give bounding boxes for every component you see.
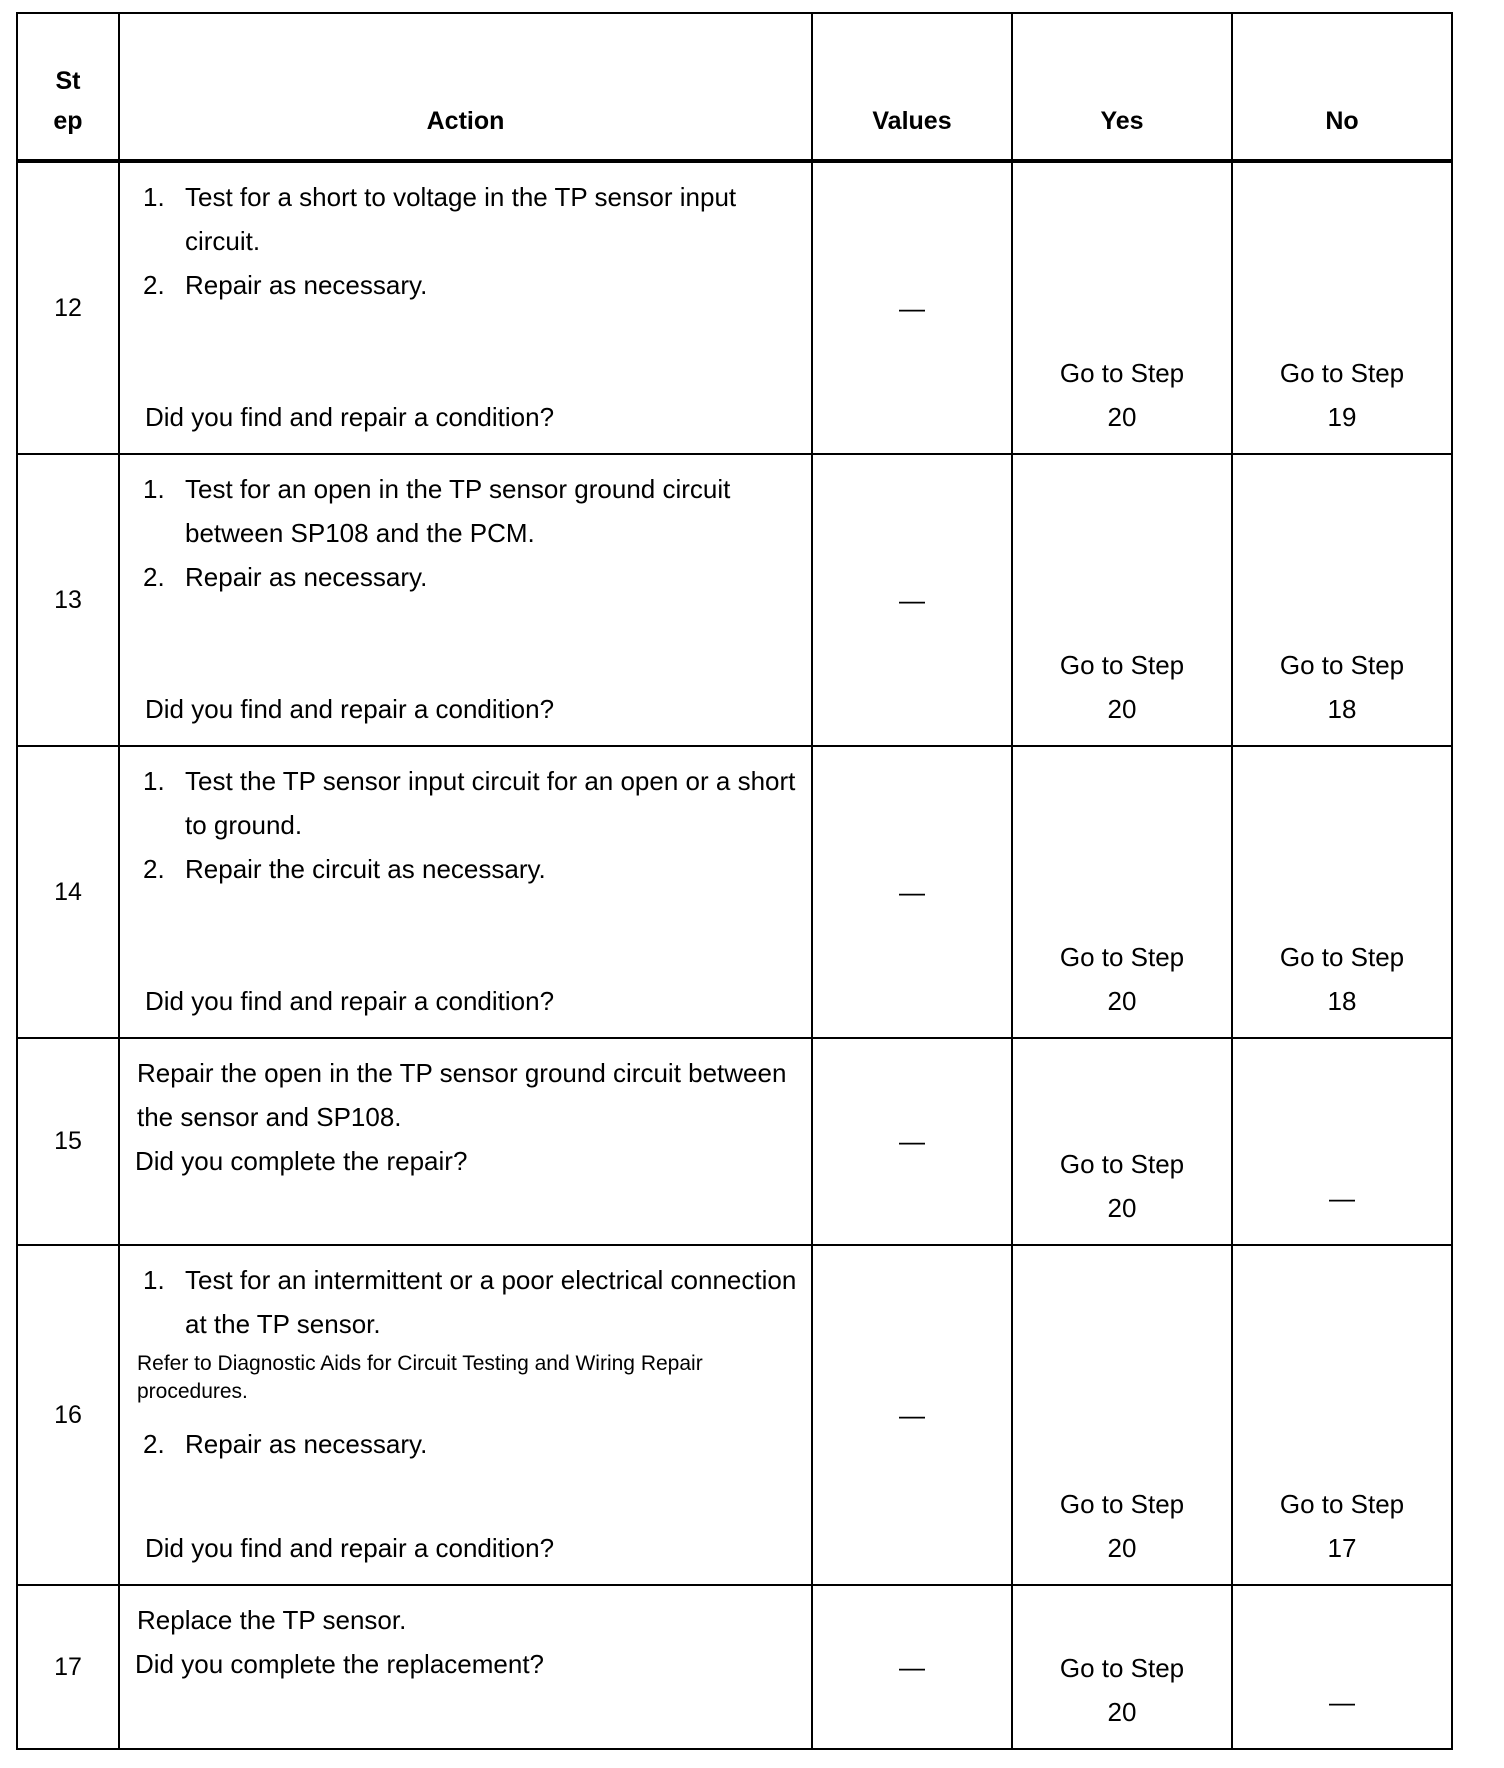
action-cell xyxy=(119,161,812,454)
yes-cell xyxy=(1012,746,1232,1038)
action-text: Repair the open in the TP sensor ground circuit between the sensor and SP108. xyxy=(137,1058,787,1132)
table-row xyxy=(17,746,1452,1038)
action-question: Did you complete the repair? xyxy=(135,1146,468,1176)
header-action-label: Action xyxy=(426,107,505,135)
header-action xyxy=(119,13,812,161)
step-number: 12 xyxy=(17,161,119,454)
table-row xyxy=(17,1245,1452,1585)
action-question: Did you find and repair a condition? xyxy=(145,694,555,724)
action-cell xyxy=(119,1585,812,1749)
header-step-label: St ep xyxy=(53,67,83,135)
diagnostic-table xyxy=(16,12,1453,1750)
action-note: Refer to Diagnostic Aids for Circuit Testing and Wiring Repair procedures. xyxy=(137,1352,703,1403)
header-no xyxy=(1232,13,1452,161)
header-yes-label: Yes xyxy=(1100,107,1144,135)
header-row xyxy=(17,13,1452,161)
values-cell: — xyxy=(812,454,1012,746)
no-cell xyxy=(1232,1245,1452,1585)
table-row xyxy=(17,1038,1452,1245)
yes-cell xyxy=(1012,1585,1232,1749)
values-cell: — xyxy=(812,1038,1012,1245)
yes-cell xyxy=(1012,454,1232,746)
action-cell xyxy=(119,1245,812,1585)
action-question: Did you complete the replacement? xyxy=(135,1649,545,1679)
no-goto: Go to Step 18 xyxy=(1279,650,1405,724)
yes-goto: Go to Step 20 xyxy=(1059,1489,1185,1563)
no-cell xyxy=(1232,161,1452,454)
action-item: 2. Repair the circuit as necessary. xyxy=(143,854,546,884)
values-cell: — xyxy=(812,746,1012,1038)
no-cell xyxy=(1232,1038,1452,1245)
action-item: 2. Repair as necessary. xyxy=(143,270,428,300)
yes-goto: Go to Step 20 xyxy=(1059,650,1185,724)
yes-cell xyxy=(1012,161,1232,454)
no-goto: — xyxy=(1329,1687,1355,1717)
action-question: Did you find and repair a condition? xyxy=(145,1533,555,1563)
action-question: Did you find and repair a condition? xyxy=(145,986,555,1016)
step-number: 14 xyxy=(17,746,119,1038)
no-goto: — xyxy=(1329,1183,1355,1213)
yes-cell xyxy=(1012,1038,1232,1245)
no-cell xyxy=(1232,454,1452,746)
no-goto: Go to Step 18 xyxy=(1279,942,1405,1016)
action-item: 2. Repair as necessary. xyxy=(143,562,428,592)
table-row xyxy=(17,161,1452,454)
action-text: Replace the TP sensor. xyxy=(137,1605,407,1635)
yes-goto: Go to Step 20 xyxy=(1059,358,1185,432)
no-goto: Go to Step 19 xyxy=(1279,358,1405,432)
yes-goto: Go to Step 20 xyxy=(1059,1653,1185,1727)
action-question: Did you find and repair a condition? xyxy=(145,402,555,432)
step-number: 15 xyxy=(17,1038,119,1245)
yes-goto: Go to Step 20 xyxy=(1059,1149,1185,1223)
values-cell: — xyxy=(812,1245,1012,1585)
header-values-label: Values xyxy=(872,107,952,135)
action-cell xyxy=(119,1038,812,1245)
table-row xyxy=(17,454,1452,746)
header-yes xyxy=(1012,13,1232,161)
step-number: 13 xyxy=(17,454,119,746)
no-goto: Go to Step 17 xyxy=(1279,1489,1405,1563)
no-cell xyxy=(1232,1585,1452,1749)
header-step xyxy=(17,13,119,161)
action-item: 1. Test for an intermittent or a poor electrical connection at the TP sensor. xyxy=(143,1265,797,1339)
action-item: 1. Test for a short to voltage in the TP sensor input circuit. xyxy=(143,182,737,256)
yes-goto: Go to Step 20 xyxy=(1059,942,1185,1016)
header-values xyxy=(812,13,1012,161)
step-number: 17 xyxy=(17,1585,119,1749)
values-cell: — xyxy=(812,1585,1012,1749)
table-row xyxy=(17,1585,1452,1749)
action-item: 2. Repair as necessary. xyxy=(143,1429,428,1459)
no-cell xyxy=(1232,746,1452,1038)
action-item: 1. Test the TP sensor input circuit for an open or a short to ground. xyxy=(143,766,796,840)
action-item: 1. Test for an open in the TP sensor ground circuit between SP108 and the PCM. xyxy=(143,474,731,548)
step-number: 16 xyxy=(17,1245,119,1585)
action-cell xyxy=(119,746,812,1038)
yes-cell xyxy=(1012,1245,1232,1585)
values-cell: — xyxy=(812,161,1012,454)
header-no-label: No xyxy=(1325,107,1359,135)
action-cell xyxy=(119,454,812,746)
